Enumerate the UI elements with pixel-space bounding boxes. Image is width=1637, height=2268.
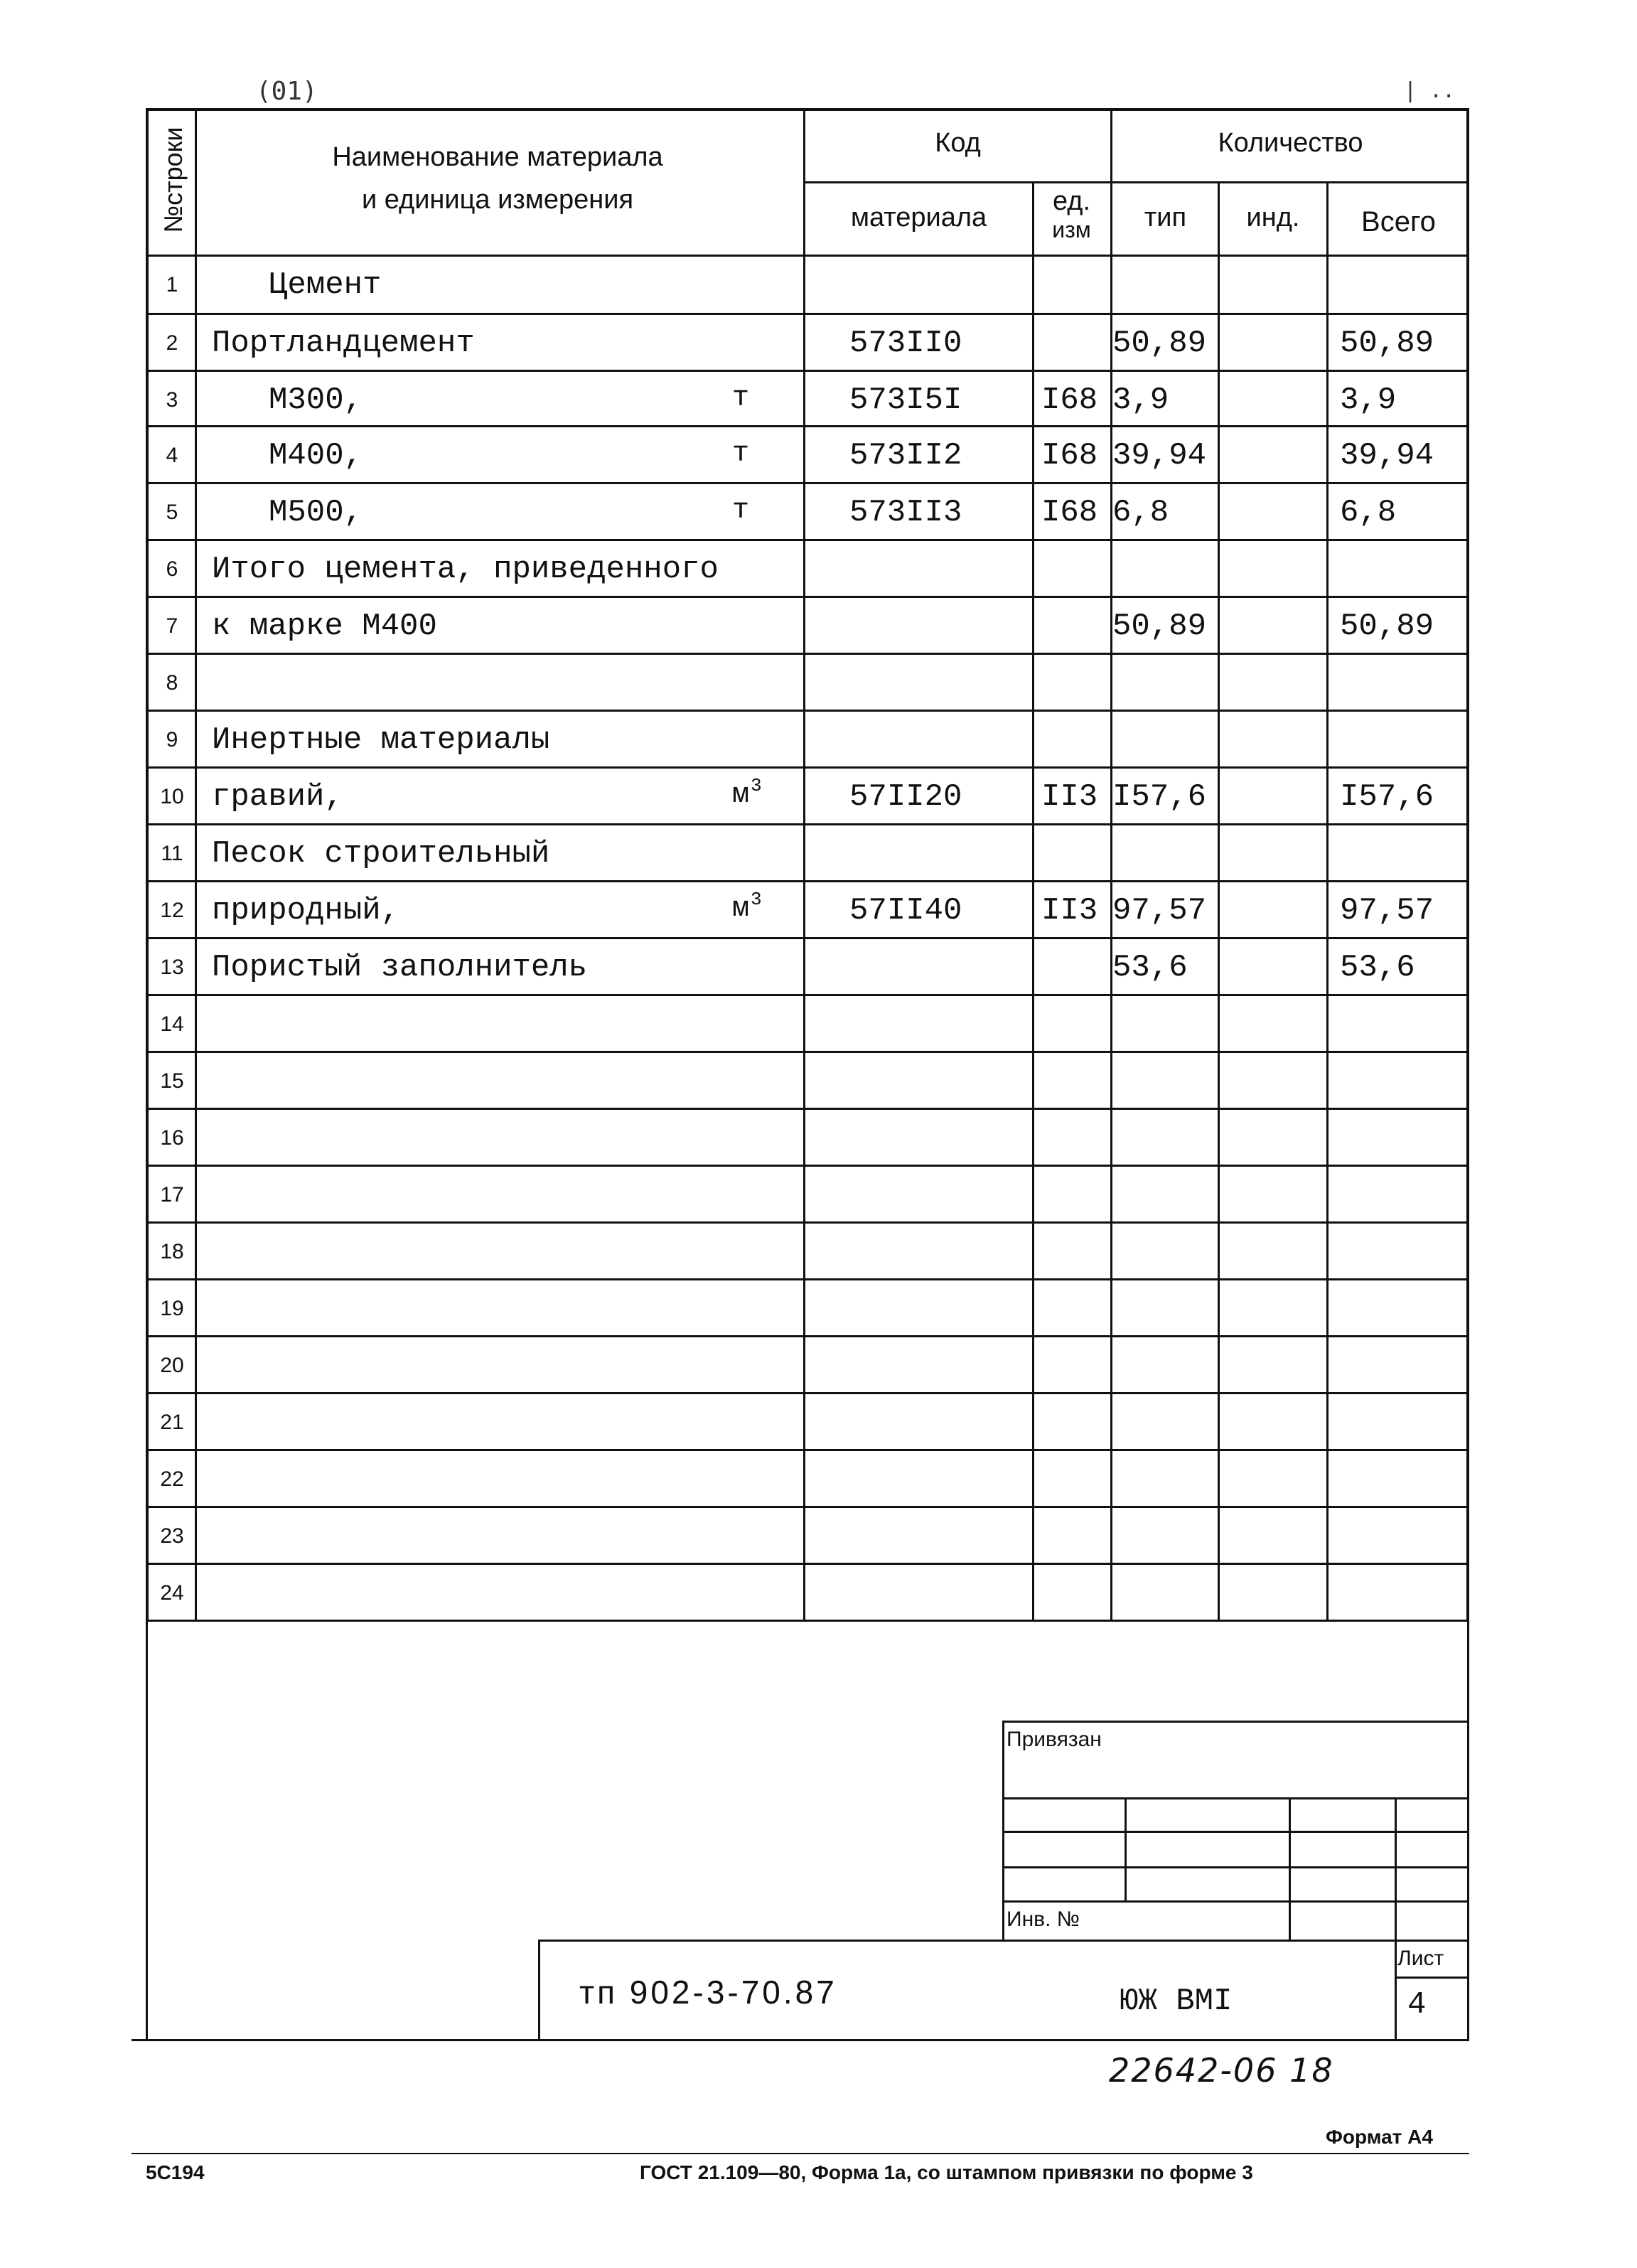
quantity-total: 50,89 xyxy=(1340,326,1434,361)
row-separator xyxy=(146,539,1469,541)
row-number: 8 xyxy=(166,671,178,695)
material-unit: м xyxy=(732,779,750,811)
quantity-total: 39,94 xyxy=(1340,438,1434,474)
row-number: 24 xyxy=(160,1581,184,1605)
row-number: 9 xyxy=(166,728,178,751)
stamp-line-4 xyxy=(1002,1900,1469,1903)
material-name: природный, xyxy=(212,893,400,929)
unit-code: II3 xyxy=(1041,779,1098,815)
row-number: 17 xyxy=(160,1183,184,1207)
row-separator xyxy=(146,1506,1469,1508)
stamp-vline-3 xyxy=(1395,1797,1397,2039)
row-separator xyxy=(146,1221,1469,1224)
row-number: 23 xyxy=(160,1524,184,1548)
quantity-typ: 3,9 xyxy=(1112,383,1169,418)
row-separator xyxy=(146,1108,1469,1110)
header-name-line1: Наименование материала xyxy=(332,142,663,172)
stamp-vline-2 xyxy=(1289,1797,1291,1941)
unit-code: I68 xyxy=(1041,438,1098,474)
material-code: 573II3 xyxy=(849,495,962,530)
quantity-total: 53,6 xyxy=(1340,950,1415,985)
material-unit: т xyxy=(732,383,750,414)
material-code: 573I5I xyxy=(849,383,962,418)
row-separator xyxy=(146,1278,1469,1280)
quantity-typ: 53,6 xyxy=(1112,950,1188,985)
quantity-total: 3,9 xyxy=(1340,383,1397,418)
header-mid-line xyxy=(803,181,1469,183)
material-unit: м xyxy=(732,893,750,925)
material-unit: т xyxy=(732,495,750,527)
row-separator xyxy=(146,313,1469,315)
unit-code: I68 xyxy=(1041,495,1098,530)
row-separator xyxy=(146,937,1469,939)
material-name: М300, xyxy=(269,383,363,418)
header-row-no: №строки xyxy=(159,126,188,233)
quantity-typ: 6,8 xyxy=(1112,495,1169,530)
stamp-vline-1 xyxy=(1125,1797,1127,1902)
row-number: 19 xyxy=(160,1297,184,1320)
row-number: 21 xyxy=(160,1411,184,1434)
row-separator xyxy=(146,1563,1469,1565)
row-separator xyxy=(146,1335,1469,1337)
col-line-ind xyxy=(1326,181,1329,1621)
row-separator xyxy=(146,482,1469,484)
material-name: Портландцемент xyxy=(212,326,475,361)
header-material: материала xyxy=(850,203,987,232)
row-number: 5 xyxy=(166,501,178,524)
header-unit1: ед. xyxy=(1052,186,1091,216)
sheet-label-line xyxy=(1395,1977,1469,1979)
row-number: 13 xyxy=(160,956,184,979)
header-unit2: изм xyxy=(1052,217,1091,242)
quantity-typ: 39,94 xyxy=(1112,438,1207,474)
stamp-line-2 xyxy=(1002,1831,1469,1833)
quantity-typ: 50,89 xyxy=(1112,326,1207,361)
stamp-inv-no: Инв. № xyxy=(1007,1908,1080,1931)
header-bottom-line xyxy=(146,255,1469,257)
quantity-total: 50,89 xyxy=(1340,609,1434,644)
frame-left-lower xyxy=(146,1620,148,2040)
row-number: 3 xyxy=(166,388,178,412)
header-quantity: Количество xyxy=(1218,128,1363,158)
row-number: 7 xyxy=(166,614,178,638)
material-name: Инертные материалы xyxy=(212,722,550,758)
material-name: М500, xyxy=(269,495,363,530)
col-line-code xyxy=(1032,181,1034,1621)
unit-code: II3 xyxy=(1041,893,1098,929)
stamp-line-1 xyxy=(1002,1797,1469,1799)
stamp-bound-label: Привязан xyxy=(1007,1728,1102,1751)
unit-exponent: 3 xyxy=(751,775,762,796)
row-separator xyxy=(146,653,1469,655)
row-number: 20 xyxy=(160,1354,184,1377)
document-mark: ЮЖ ВМI xyxy=(1120,1984,1233,2019)
row-separator xyxy=(146,596,1469,598)
frame-bottom xyxy=(132,2039,1469,2041)
quantity-typ: I57,6 xyxy=(1112,779,1207,815)
row-number: 12 xyxy=(160,899,184,922)
row-separator xyxy=(146,710,1469,712)
unit-code: I68 xyxy=(1041,383,1098,418)
row-separator xyxy=(146,370,1469,372)
stamp-top-line xyxy=(1002,1721,1469,1723)
row-separator xyxy=(146,823,1469,825)
stamp-line-3 xyxy=(1002,1866,1469,1868)
row-number: 4 xyxy=(166,444,178,467)
header-code: Код xyxy=(935,128,981,158)
material-code: 57II40 xyxy=(849,893,962,929)
row-number: 1 xyxy=(166,273,178,296)
quantity-typ: 97,57 xyxy=(1112,893,1207,929)
top-right-note: | .. xyxy=(1404,78,1456,103)
material-name: Цемент xyxy=(269,267,382,303)
row-separator xyxy=(146,1051,1469,1053)
row-number: 2 xyxy=(166,331,178,355)
material-name: к марке М400 xyxy=(212,609,437,644)
row-separator xyxy=(146,1392,1469,1394)
material-unit: т xyxy=(732,438,750,470)
row-number: 16 xyxy=(160,1126,184,1150)
material-code: 573II0 xyxy=(849,326,962,361)
row-number: 11 xyxy=(161,842,183,865)
header-name-line2: и единица измерения xyxy=(361,185,634,215)
row-number: 18 xyxy=(160,1240,184,1263)
header-typ: тип xyxy=(1144,203,1187,232)
unit-exponent: 3 xyxy=(751,889,762,910)
title-block-top xyxy=(538,1940,1469,1942)
row-number: 22 xyxy=(160,1467,184,1491)
col-line-typ xyxy=(1218,181,1220,1621)
material-name: Пористый заполнитель xyxy=(212,950,588,985)
row-separator xyxy=(146,1165,1469,1167)
material-name: Итого цемента, приведенного xyxy=(212,552,719,587)
stamp-sheet-number: 4 xyxy=(1407,1987,1427,2023)
document-code: тп 902-3-70.87 xyxy=(579,1974,837,2011)
material-code: 57II20 xyxy=(849,779,962,815)
row-separator xyxy=(146,425,1469,427)
header-ind: инд. xyxy=(1246,203,1300,232)
material-name: М400, xyxy=(269,438,363,474)
row-separator xyxy=(146,766,1469,769)
footer-gost: ГОСТ 21.109—80, Форма 1а, со штампом привязки по форме 3 xyxy=(640,2161,1253,2183)
quantity-total: I57,6 xyxy=(1340,779,1434,815)
handwritten-number: 22642-06 18 xyxy=(1109,2051,1334,2090)
row-separator xyxy=(146,1449,1469,1451)
material-name: гравий, xyxy=(212,779,343,815)
footer-line xyxy=(132,2153,1469,2154)
material-code: 573II2 xyxy=(849,438,962,474)
footer-left-code: 5С194 xyxy=(146,2161,205,2183)
header-total: Всего xyxy=(1361,206,1436,237)
quantity-total: 6,8 xyxy=(1340,495,1397,530)
row-number: 6 xyxy=(166,557,178,581)
row-number: 10 xyxy=(160,785,184,808)
quantity-typ: 50,89 xyxy=(1112,609,1207,644)
title-block-left xyxy=(538,1940,540,2040)
stamp-sheet-label: Лист xyxy=(1397,1947,1444,1970)
row-number: 14 xyxy=(160,1012,184,1036)
row-separator xyxy=(146,880,1469,882)
table-bottom-line xyxy=(146,1620,1469,1622)
quantity-total: 97,57 xyxy=(1340,893,1434,929)
row-number: 15 xyxy=(160,1069,184,1093)
row-separator xyxy=(146,994,1469,996)
top-note: (01) xyxy=(256,77,318,106)
format-label: Формат А4 xyxy=(1326,2126,1433,2148)
material-name: Песок строительный xyxy=(212,836,550,872)
